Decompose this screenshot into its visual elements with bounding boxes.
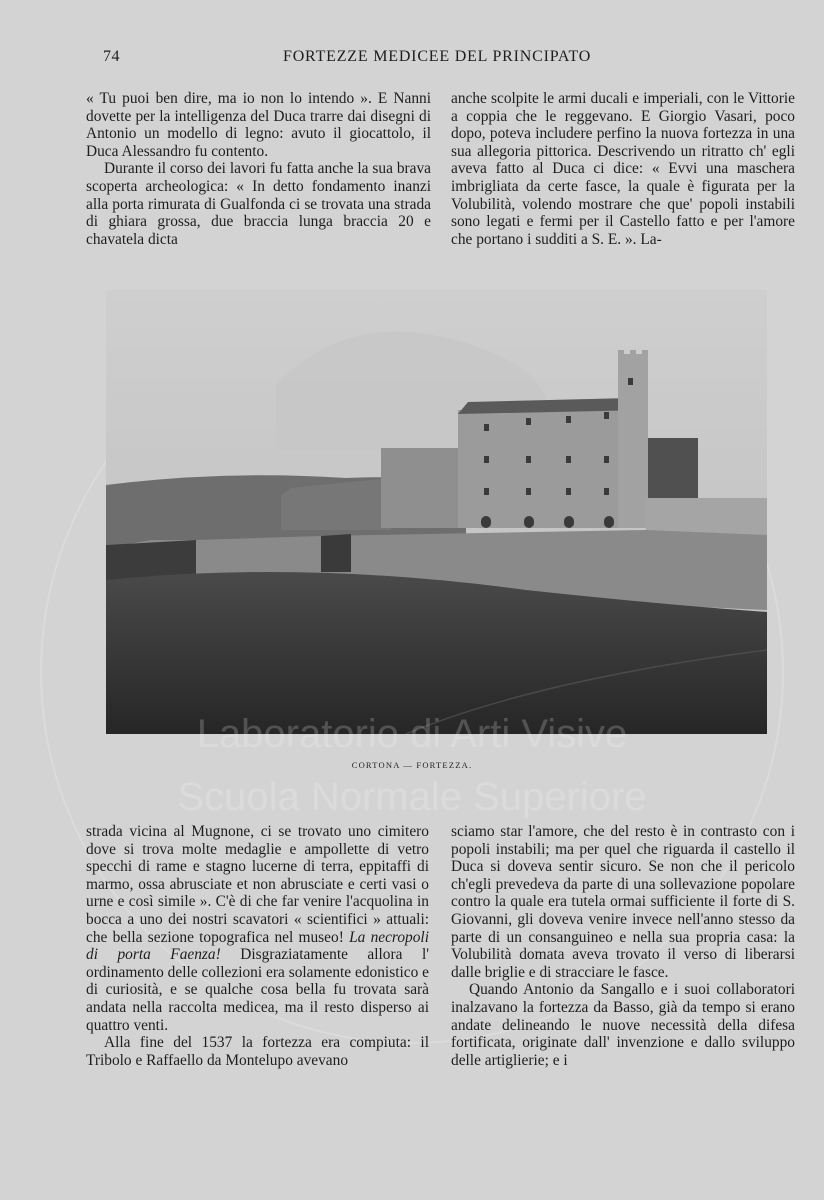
bottom-right-column — [451, 823, 795, 1069]
top-right-column — [451, 90, 795, 248]
italic-phrase: La necropoli di porta Faenza! — [86, 928, 429, 964]
paragraph: Durante il corso dei lavori fu fatta anche la sua brava scoperta archeologica: « In detto fondamento inanzi alla porta rimurata di Gualfonda ci se trovata una strada di ghiara grossa, due braccia lunga braccia 20 e chavatela dicta — [86, 160, 431, 248]
top-left-column — [86, 90, 431, 248]
paragraph: sciamo star l'amore, che del resto è in contrasto con i popoli instabili; ma per quel che riguarda il castello il Duca si doveva sentir sicuro. Se non che il pericolo ch'egli prevedeva da parte di una sollevazione popolare contro la quale era tutela ormai sufficiente il forte di S. Giovanni, gli doveva venire invece nell'anno stesso da parte di un consanguineo e nella sua propria casa: la Volubilità domata aveva trovato il verso di liberarsi dalle briglie e di stracciare le fasce. — [451, 823, 795, 981]
paragraph: « Tu puoi ben dire, ma io non lo intendo ». E Nanni dovette per la intelligenza del Duca trarre dai disegni di Antonio un modello di legno: avuto il giocattolo, il Duca Alessandro fu contento. — [86, 90, 431, 160]
paragraph: Alla fine del 1537 la fortezza era compiuta: il Tribolo e Raffaello da Montelupo avevano — [86, 1034, 429, 1069]
watermark-line-1: Laboratorio di Arti Visive — [196, 712, 628, 756]
running-title: FORTEZZE MEDICEE DEL PRINCIPATO — [283, 48, 592, 65]
paragraph-text: strada vicina al Mugnone, ci se trovato uno cimitero dove si trova molte medaglie e ampollette di vetro specchi di rame e stagno lucerne di terra, eppitaffi di marmo, ossa abrusciate et non abrusciate e certi vasi o urne e così simile ». C'è di che far venire l'acquolina in bocca a uno dei nostri scavatori « scientifici » attuali: che bella sezione topografica nel museo! — [86, 823, 429, 946]
figure-caption: CORTONA — FORTEZZA. — [351, 760, 473, 770]
bottom-left-column — [86, 823, 429, 1069]
page-number: 74 — [103, 48, 120, 65]
paragraph: Quando Antonio da Sangallo e i suoi collaboratori inalzavano la fortezza da Basso, già da tempo si erano andate delineando le nuove necessità della difesa fortificata, originate dall' invenzione e dallo sviluppo delle artiglierie; e i — [451, 981, 795, 1069]
paragraph: anche scolpite le armi ducali e imperiali, con le Vittorie a coppia che le reggevano. E Giorgio Vasari, poco dopo, poteva includere perfino la nuova fortezza in una sua allegoria pittorica. Descrivendo un ritratto ch' egli aveva fatto al Duca ci dice: « Evvi una maschera imbrigliata da certe fasce, la quale è figurata per la Volubilità, volendo mostrare che que' popoli instabili sono legati e fermi per il Castello fatto e per l'amore che portano i sudditi a S. E. ». La- — [451, 90, 795, 248]
fortress-photograph — [106, 290, 767, 734]
paragraph — [86, 823, 429, 1034]
watermark-line-2: Scuola Normale Superiore — [177, 775, 647, 819]
paragraph-text: Disgraziatamente allora l' ordinamento delle collezioni era solamente edonistico e di curiosità, e se qualche cosa bella fu trovata sarà andata nella raccolta medicea, ma il resto disperso ai quattro venti. — [86, 946, 429, 1034]
page-header — [0, 48, 824, 72]
